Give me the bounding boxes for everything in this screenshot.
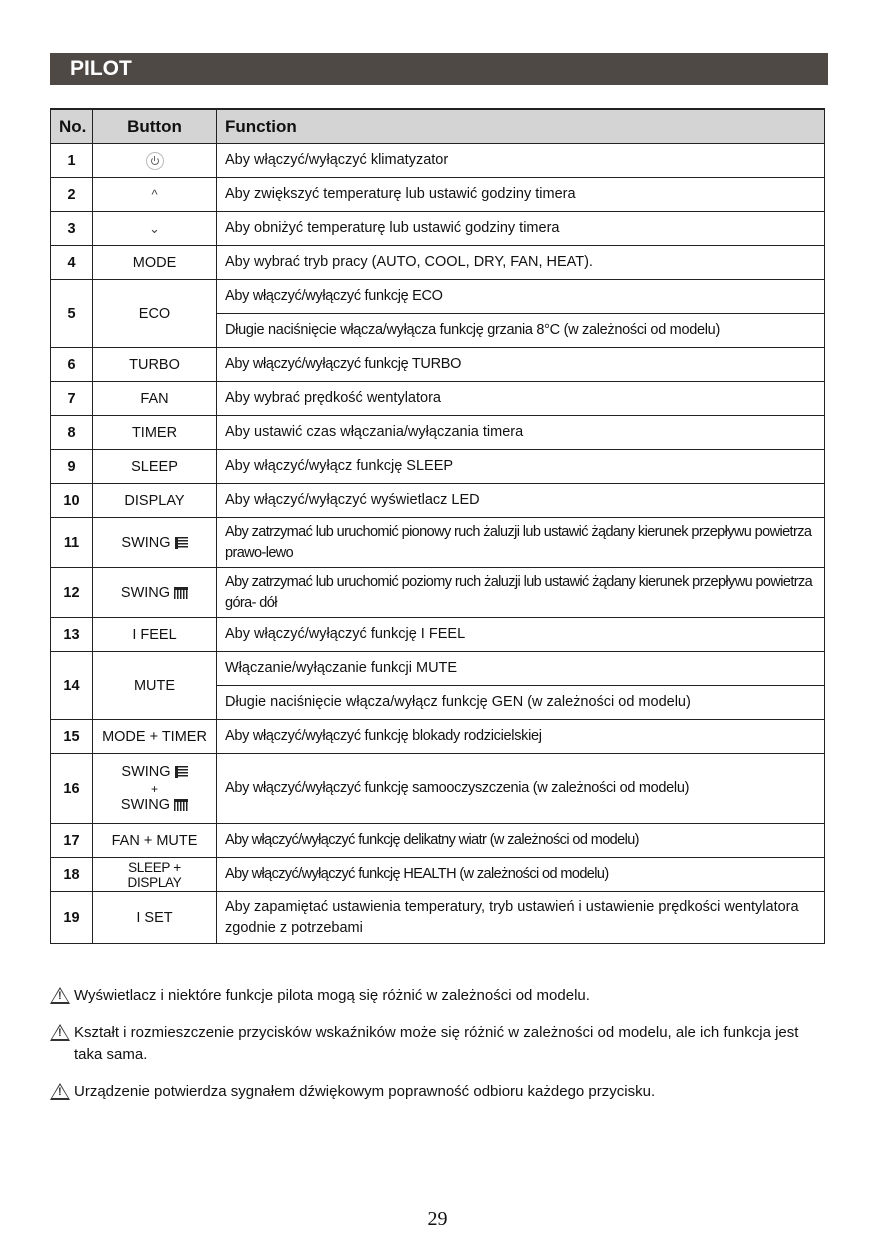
swing-button-label: SWING [121,534,171,551]
row-no: 17 [51,824,93,858]
row-no: 15 [51,720,93,754]
row-function: Aby włączyć/wyłączyć funkcję HEALTH (w zależności od modelu) [217,858,825,892]
table-row [51,754,825,824]
warning-icon [50,1083,70,1100]
row-function-secondary: Długie naciśnięcie włącza/wyłącz funkcję GEN (w zależności od modelu) [217,686,825,720]
table-row [51,568,825,618]
row-no: 10 [51,484,93,518]
row-function: Aby włączyć/wyłącz funkcję SLEEP [217,450,825,484]
swing-horizontal-icon [174,587,188,599]
row-no: 2 [51,178,93,212]
row-no: 16 [51,754,93,824]
row-function: Aby włączyć/wyłączyć wyświetlacz LED [217,484,825,518]
power-icon [146,152,164,170]
row-function: Aby zwiększyć temperaturę lub ustawić godziny timera [217,178,825,212]
row-button: MODE [93,246,217,280]
note-item [50,985,825,1007]
row-no: 5 [51,280,93,348]
row-function: Aby wybrać prędkość wentylatora [217,382,825,416]
table-row [51,720,825,754]
table-row [51,824,825,858]
note-text: Wyświetlacz i niektóre funkcje pilota mogą się różnić w zależności od modelu. [74,987,590,1004]
plus-sign: + [150,781,158,796]
row-button [93,144,217,178]
table-row [51,178,825,212]
row-function: Aby włączyć/wyłączyć funkcję samooczyszczenia (w zależności od modelu) [217,754,825,824]
row-function: Aby włączyć/wyłączyć funkcję delikatny wiatr (w zależności od modelu) [217,824,825,858]
table-row [51,484,825,518]
row-button: FAN + MUTE [93,824,217,858]
row-function: Aby zapamiętać ustawienia temperatury, tryb ustawień i ustawienie prędkości wentylatora zgodnie z potrzebami [217,892,825,944]
row-no: 6 [51,348,93,382]
row-function: Aby wybrać tryb pracy (AUTO, COOL, DRY, FAN, HEAT). [217,246,825,280]
table-row [51,450,825,484]
row-button [93,212,217,246]
row-function: Włączanie/wyłączanie funkcji MUTE [217,652,825,686]
note-text: Urządzenie potwierdza sygnałem dźwiękowym poprawność odbioru każdego przycisku. [74,1083,656,1100]
row-function: Aby obniżyć temperaturę lub ustawić godziny timera [217,212,825,246]
row-function: Aby włączyć/wyłączyć funkcję I FEEL [217,618,825,652]
table-row [51,652,825,686]
table-row [51,382,825,416]
row-no: 11 [51,518,93,568]
header-button: Button [93,109,217,144]
row-no: 7 [51,382,93,416]
row-no: 18 [51,858,93,892]
table-row [51,416,825,450]
table-row [51,618,825,652]
chevron-up-icon: ^ [151,186,158,202]
row-button: MODE + TIMER [93,720,217,754]
swing-button-label: SWING [121,763,171,780]
row-button: SLEEP + DISPLAY [93,858,217,892]
row-no: 19 [51,892,93,944]
row-button: TIMER [93,416,217,450]
note-text: Kształt i rozmieszczenie przycisków wskaźników może się różnić w zależności od modelu, ale ich funkcja jest taka sama. [74,1024,799,1063]
row-no: 4 [51,246,93,280]
row-button: SLEEP [93,450,217,484]
warning-icon [50,987,70,1004]
chevron-down-icon: ⌄ [149,220,160,236]
row-function: Aby ustawić czas włączania/wyłączania timera [217,416,825,450]
table-row [51,212,825,246]
table-row [51,144,825,178]
remote-buttons-table [50,108,825,944]
table-row [51,518,825,568]
row-button: I SET [93,892,217,944]
table-row [51,280,825,314]
row-button: FAN [93,382,217,416]
table-row [51,892,825,944]
row-function: Aby zatrzymać lub uruchomić pionowy ruch żaluzji lub ustawić żądany kierunek przepływu powietrza prawo-lewo [217,518,825,568]
row-function: Aby włączyć/wyłączyć funkcję blokady rodzicielskiej [217,720,825,754]
swing-vertical-icon [175,537,188,549]
row-no: 1 [51,144,93,178]
row-button: TURBO [93,348,217,382]
table-row [51,246,825,280]
section-title: PILOT [50,53,828,85]
note-item [50,1022,825,1066]
row-no: 12 [51,568,93,618]
row-button [93,518,217,568]
row-button [93,178,217,212]
row-function: Aby włączyć/wyłączyć funkcję ECO [217,280,825,314]
header-no: No. [51,109,93,144]
warning-icon [50,1024,70,1041]
table-row [51,348,825,382]
swing-button-label: SWING [120,796,171,813]
row-button [93,754,217,824]
row-function: Aby włączyć/wyłączyć klimatyzator [217,144,825,178]
row-no: 3 [51,212,93,246]
row-no: 13 [51,618,93,652]
table-header-row [51,109,825,144]
header-function: Function [217,109,825,144]
row-no: 9 [51,450,93,484]
row-button: ECO [93,280,217,348]
row-function-secondary: Długie naciśnięcie włącza/wyłącza funkcję grzania 8°C (w zależności od modelu) [217,314,825,348]
row-button [93,568,217,618]
table-row [51,858,825,892]
swing-horizontal-icon [174,799,188,811]
row-button: DISPLAY [93,484,217,518]
notes-section [50,985,825,1103]
row-function: Aby zatrzymać lub uruchomić poziomy ruch żaluzji lub ustawić żądany kierunek przepływu powietrza góra- dół [217,568,825,618]
row-function: Aby włączyć/wyłączyć funkcję TURBO [217,348,825,382]
row-button: MUTE [93,652,217,720]
note-item [50,1081,825,1103]
page-number: 29 [427,1208,448,1230]
row-no: 14 [51,652,93,720]
row-no: 8 [51,416,93,450]
swing-button-label: SWING [120,584,171,601]
swing-vertical-icon [175,766,188,778]
row-button: I FEEL [93,618,217,652]
